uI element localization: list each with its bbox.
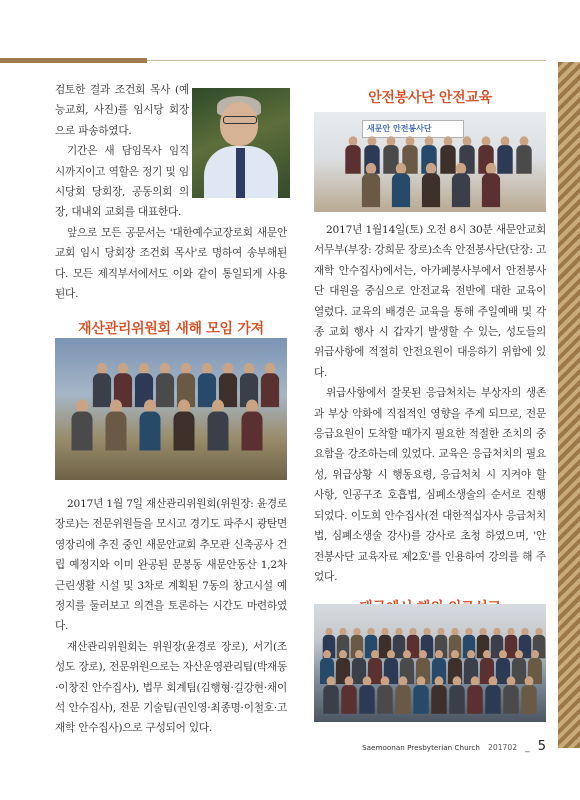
group-photo-person (362, 163, 380, 207)
banner-text: 새문안 안전봉사단 (367, 124, 432, 133)
group-photo-person (485, 676, 500, 713)
left-column (55, 80, 287, 338)
group-photo-person (503, 676, 518, 713)
top-accent-bar (0, 58, 147, 63)
intro-text-wrap (55, 80, 189, 223)
right-column-top (314, 87, 546, 107)
group-photo-person (422, 163, 440, 207)
page-number: 5 (537, 739, 546, 754)
group-photo-person (261, 363, 279, 407)
heading-property-committee: 재산관리위원회 새해 모임 가져 (78, 321, 264, 338)
decorative-side-stripe (558, 62, 580, 748)
medical-mission-group-photo (314, 604, 546, 722)
property-article-paragraph-2: 재산관리위원회는 위원장(윤경로 장로), 서기(조성도 장로), 전문위원으로는 자산운영관리팀(박재동·이창진 안수집사), 법무 회계팀(김행형·길강현·채이석 안수집사), 전문 기술팀(권인영·최종명·이철호·고재학 안수집사)으로 구성되어 있다. (55, 640, 287, 735)
safety-team-group-photo (314, 112, 546, 212)
group-photo-person (345, 136, 360, 173)
safety-team-banner (362, 120, 464, 138)
group-photo-person (72, 400, 93, 451)
footer-issue-number: 201702 (488, 743, 518, 752)
group-photo-person (521, 676, 536, 713)
group-photo-person (174, 400, 195, 451)
footer-dash: _ (525, 743, 530, 753)
group-photo-person (467, 676, 482, 713)
group-photo-person (516, 136, 531, 173)
group-photo-person (208, 400, 229, 451)
page-footer (314, 735, 546, 754)
property-article-paragraph-1: 2017년 1월 7일 재산관리위원회(위원장: 윤경로 장로)는 전문위원들을 모시고 경기도 파주시 광탄면 영장리에 추진 중인 새문안교회 추모관 신축공사 건립 예정지와 이미 완공된 문봉동 새문안동산 1,2차 근린생활 시설 및 3차로 계획된 7동의 창고시설 예정지를 둘러보고 의견을 토론하는 시간도 마련하였다. (55, 498, 287, 633)
group-photo-person (341, 676, 356, 713)
intro-paragraph-3: 앞으로 모든 공문서는 '대한예수교장로회 새문안교회 임시 당회장 조건회 목사'로 명하여 송부해된다. 모든 제직부서에서도 이와 같이 통일되게 사용된다. (55, 226, 287, 301)
safety-article-paragraph-1: 2017년 1월14일(토) 오전 8시 30분 새문안교회 서무부(부장: 강희문 장로)소속 안전봉사단(단장: 고재학 안수집사)에서는, 아가페봉사부에서 안전봉사단 대원을 중심으로 안전교육 전반에 대한 교육이 열렸다. 교육의 배경은 교육을 통해 주일예배 및 각종 교회 행사 시 갑자기 발생할 수 있는, 성도들의 위급사항에 적절히 안전요원이 대응하기 위함에 있다. (314, 224, 546, 379)
footer-church-name: Saemoonan Presbyterian Church (362, 743, 480, 752)
group-photo-person (242, 400, 263, 451)
property-committee-group-photo (55, 338, 287, 480)
group-photo-person (413, 676, 428, 713)
group-photo-person (482, 163, 500, 207)
group-photo-person (449, 676, 464, 713)
safety-article-paragraph-2: 위급사항에서 잘못된 응급처치는 부상자의 생존과 부상 악화에 직접적인 영향을 주게 되므로, 전문 응급요원이 도착할 때가지 필요한 적절한 조치의 중요함을 강조하는데 있었다. 교육은 응급처치의 필요성, 위급상황 시 행동요령, 응급처치 시 지켜야 할 사항, 인공구조 호흡법, 심폐소생술의 순서로 진행되었다. 이도희 안수집사(전 대한적십자사 응급처치법, 심폐소생술 강사)를 강사로 초청 하였으며, '안전봉사단 교육자료 제2호'를 인용하여 강의를 해 주었다. (314, 387, 546, 583)
group-photo-person (452, 163, 470, 207)
group-photo-person (106, 400, 127, 451)
group-photo-person (140, 400, 161, 451)
group-photo-person (395, 676, 410, 713)
intro-paragraph-2a: 기간은 새 담임목사 임직 시까지이고 역할은 정기 및 임시당회 당회장, 공동의회 의장, 대내외 교회를 대표한다. (55, 145, 189, 219)
group-photo-person (323, 676, 338, 713)
group-photo-person (377, 676, 392, 713)
group-photo-person (359, 676, 374, 713)
right-column-body (314, 220, 546, 617)
group-photo-person (431, 676, 446, 713)
intro-paragraph-1: 검토한 결과 조건회 목사 (예능교회, 사진)를 임시당 회장으로 파송하였다. (55, 84, 189, 137)
heading-safety-training: 안전봉사단 안전교육 (368, 90, 492, 106)
group-photo-person (392, 163, 410, 207)
left-column-lower (55, 494, 287, 739)
top-rule-line (147, 60, 546, 61)
